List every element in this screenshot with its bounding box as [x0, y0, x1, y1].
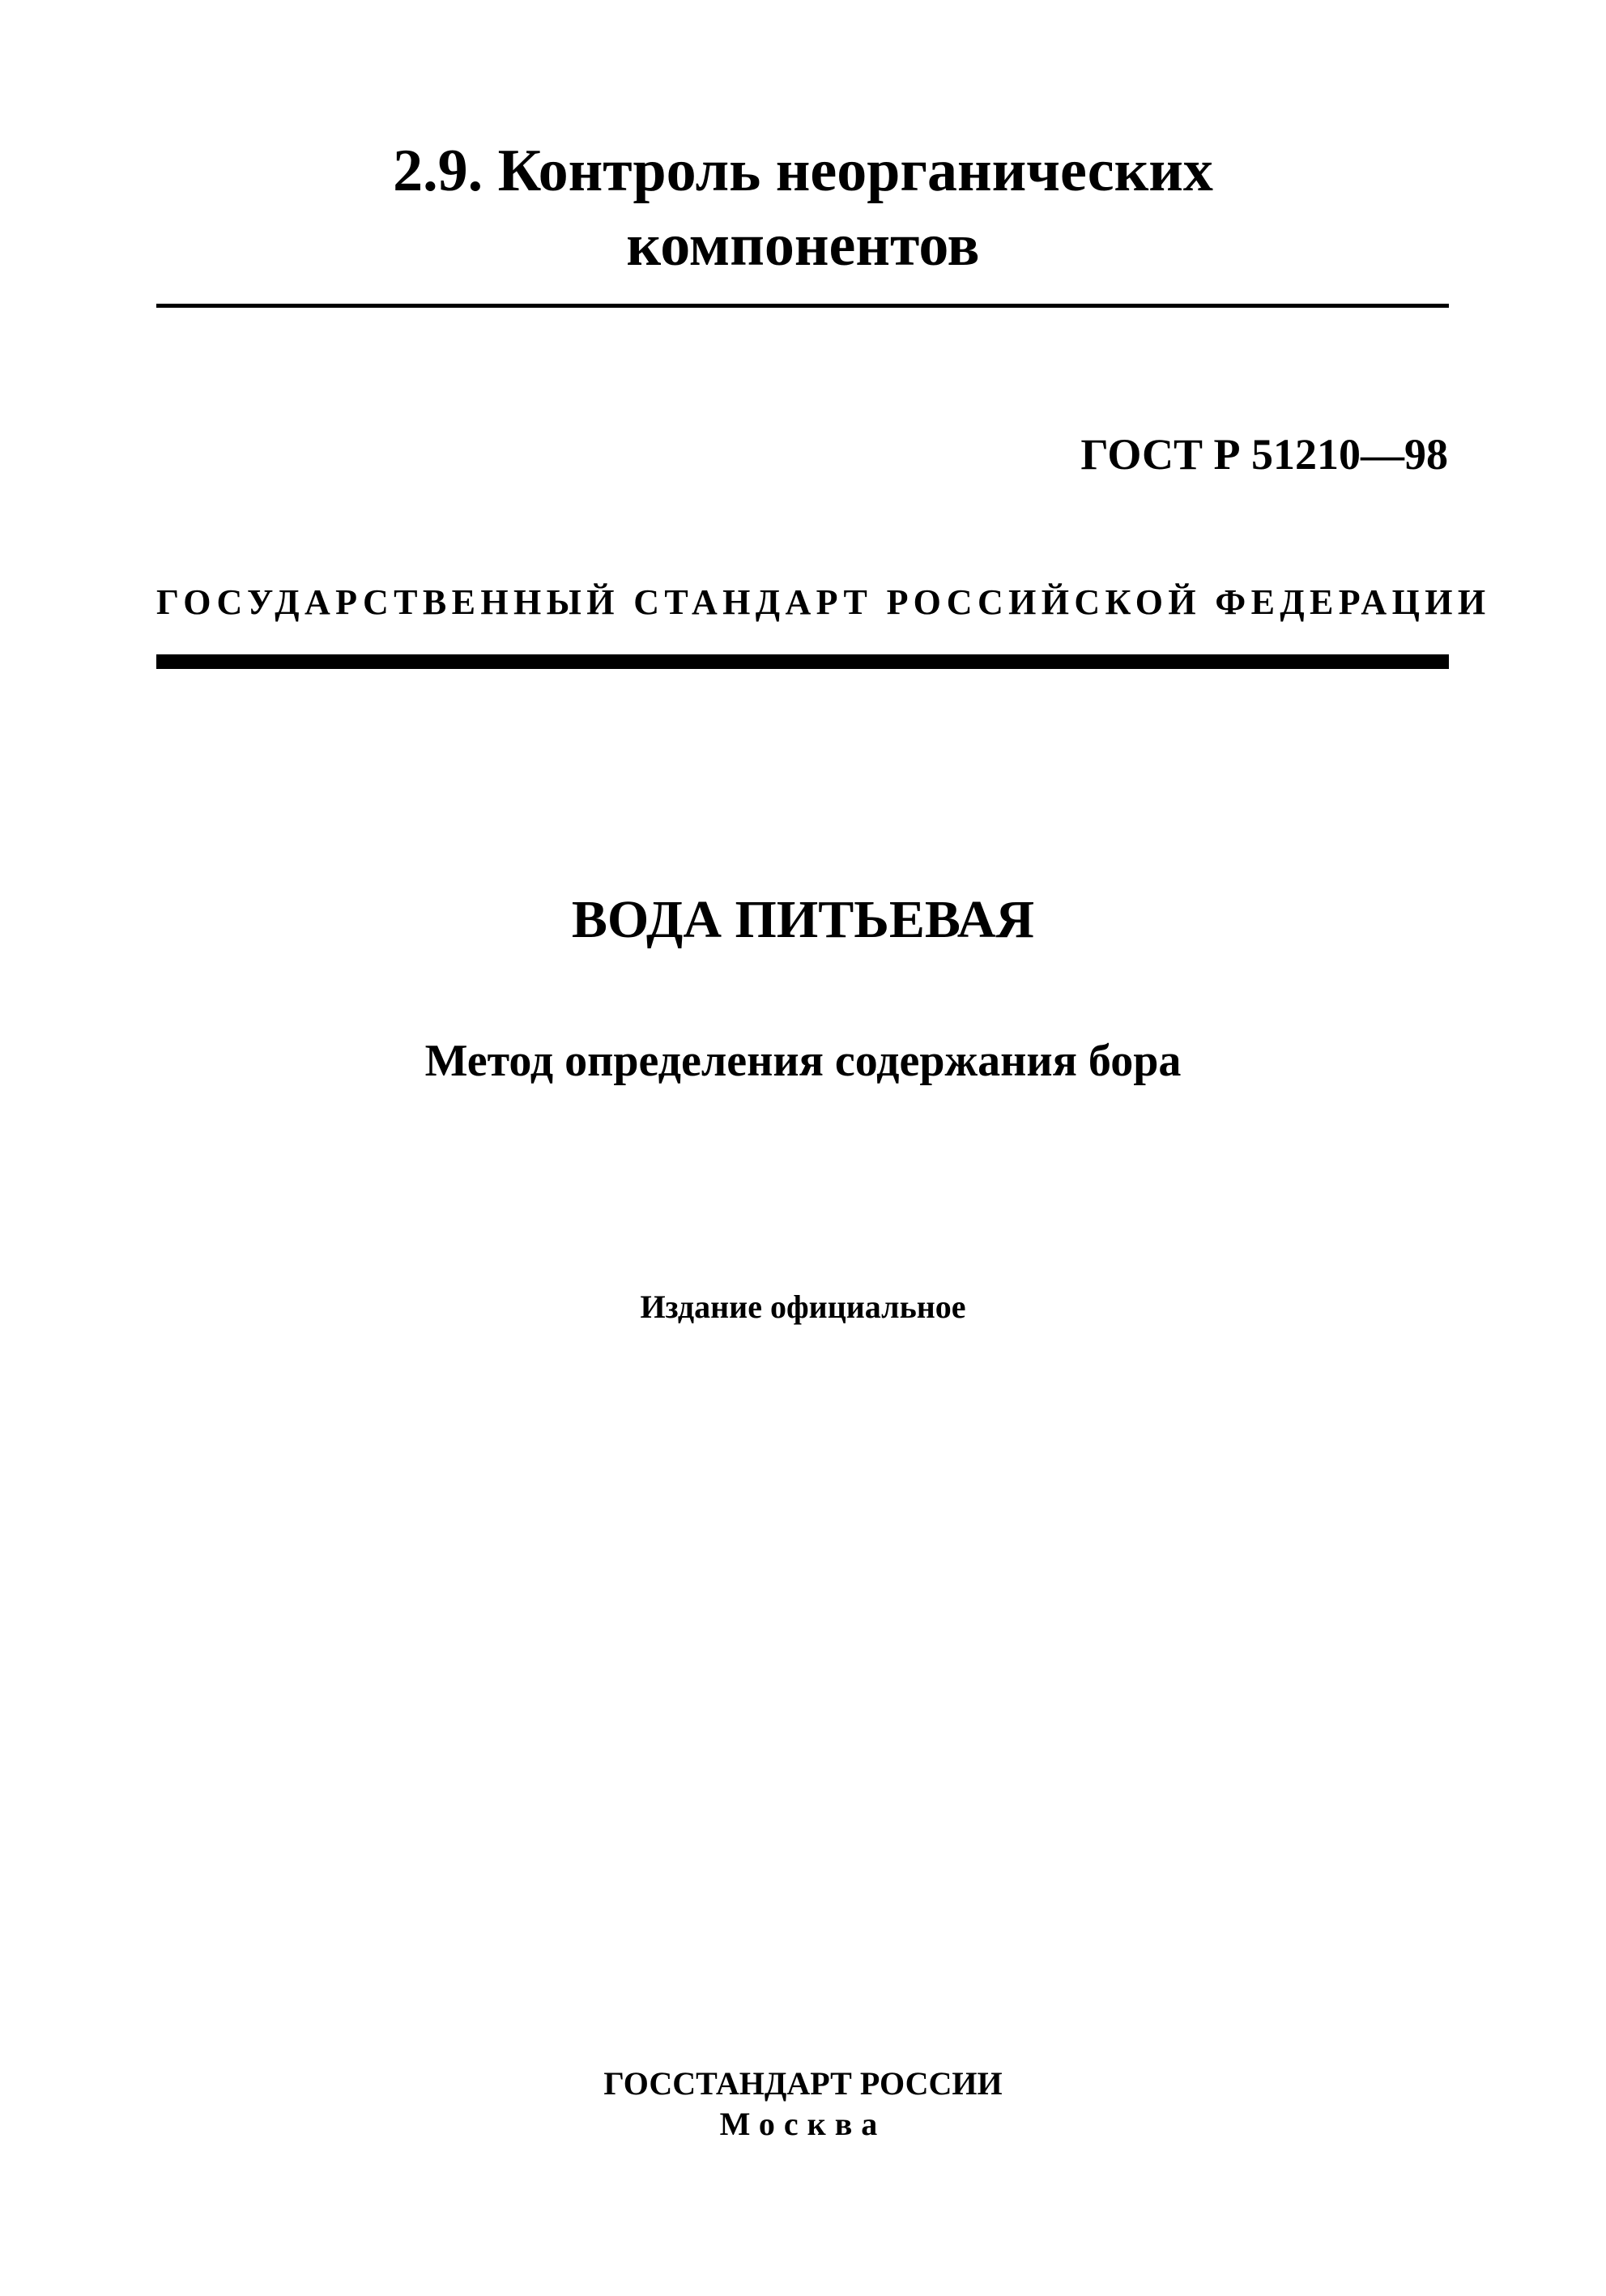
document-subtitle: Метод определения содержания бора	[424, 1036, 1182, 1086]
edition-label: Издание официальное	[640, 1289, 966, 1325]
standard-type: ГОСУДАРСТВЕННЫЙ СТАНДАРТ РОССИЙСКОЙ ФЕДЕРАЦИИ	[156, 582, 1491, 622]
divider-thick	[156, 654, 1449, 669]
section-heading-line-1: 2.9. Контроль неорганических	[393, 138, 1213, 204]
divider-thin	[156, 304, 1449, 308]
standard-number: ГОСТ Р 51210—98	[1080, 430, 1448, 479]
publisher-name: ГОССТАНДАРТ РОССИИ	[603, 2065, 1003, 2102]
publisher-city: Москва	[719, 2106, 887, 2142]
section-heading	[0, 134, 1606, 283]
section-heading-line-2: компонентов	[626, 212, 980, 279]
publisher-block	[0, 2064, 1606, 2145]
document-title: ВОДА ПИТЬЕВАЯ	[571, 890, 1035, 949]
